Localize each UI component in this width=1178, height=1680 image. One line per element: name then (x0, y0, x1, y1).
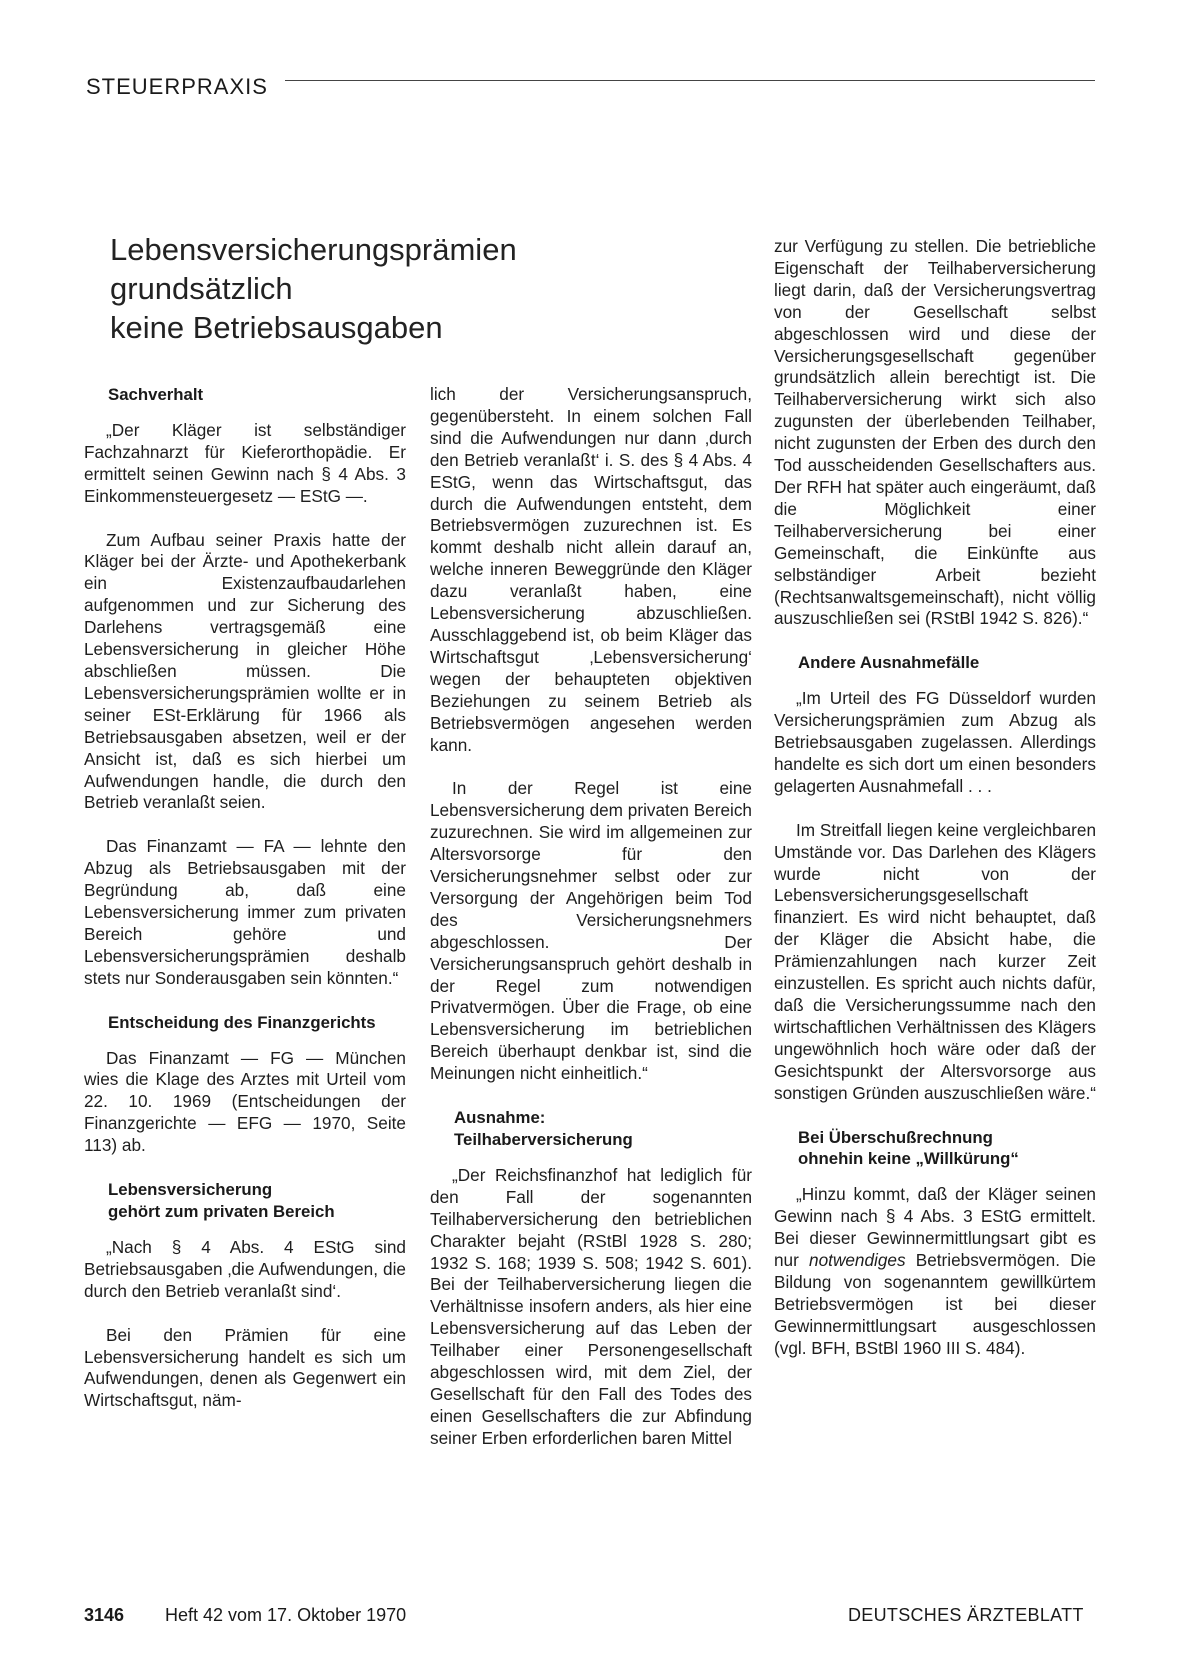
text-run: „Hinzu kommt, daß der Kläger seinen Gewinn nach § 4 Abs. 3 EStG ermittelt. Bei dieser Gewinnermittlungsart gibt es nur (774, 1184, 1096, 1271)
footer-journal-name: DEUTSCHES ÄRZTEBLATT (848, 1605, 1084, 1625)
column-3 (774, 236, 1096, 1360)
footer-page-number: 3146 (84, 1605, 125, 1625)
heading-line: ohnehin keine „Willkürung“ (798, 1149, 1019, 1169)
paragraph: lich der Versicherungsanspruch, gegenübersteht. In einem solchen Fall sind die Aufwendungen nur dann ‚durch den Betrieb veranlaßt‘ i. S. des § 4 Abs. 4 EStG, wenn das Wirtschaftsgut, das durch die Aufwendungen entsteht, dem Betriebsvermögen zuzurechnen ist. Es kommt deshalb nicht allein darauf an, welche inneren Beweggründe den Kläger dazu veranlaßt haben, eine Lebensversicherung abzuschließen. Ausschlaggebend ist, ob beim Kläger das Wirtschaftsgut ‚Lebensversicherung‘ wegen der behaupteten objektiven Beziehungen zu seinem Betrieb als Betriebsvermögen angesehen werden kann. (430, 384, 752, 755)
paragraph: „Im Urteil des FG Düsseldorf wurden Versicherungsprämien zum Abzug als Betriebsausgaben zugelassen. Allerdings handelte es sich dort um einen besonders gelagerten Ausnahmefall . . . (774, 688, 1096, 796)
section-heading (108, 1179, 406, 1223)
title-line: grundsätzlich (110, 271, 293, 306)
paragraph: Das Finanzamt — FA — lehnte den Abzug als Betriebsausgaben mit der Begründung ab, daß eine Lebensversicherung immer zum privaten Bereich gehöre und Lebensversicherungsprämien deshalb stets nur Sonderausgaben sein könnten.“ (84, 836, 406, 988)
paragraph: Im Streitfall liegen keine vergleichbaren Umstände vor. Das Darlehen des Klägers wurde nicht von der Lebensversicherungsgesellschaft finanziert. Es wird nicht behauptet, daß der Kläger die Absicht habe, die Prämienzahlungen nach kurzer Zeit einzustellen. Es spricht auch nichts dafür, daß die Versicherungssumme nach den wirtschaftlichen Verhältnissen des Klägers ungewöhnlich hoch wäre oder daß der Gesichtspunkt der Altersvorsorge aus sonstigen Gründen auszuschließen wäre.“ (774, 819, 1096, 1103)
column-1 (84, 384, 406, 1412)
header-section-label: STEUERPRAXIS (86, 74, 268, 99)
paragraph: „Nach § 4 Abs. 4 EStG sind Betriebsausgaben ‚die Aufwendungen, die durch den Betrieb veranlaßt sind‘. (84, 1236, 406, 1301)
section-heading: Entscheidung des Finanzgerichts (108, 1012, 376, 1032)
section-heading (454, 1107, 752, 1151)
heading-line: Teilhaberversicherung (454, 1130, 633, 1149)
heading-line: Lebensversicherung (108, 1180, 273, 1200)
paragraph (774, 1184, 1096, 1359)
column-2 (430, 384, 752, 1450)
paragraph: Zum Aufbau seiner Praxis hatte der Kläger bei der Ärzte- und Apothekerbank ein Existenzaufbaudarlehen aufgenommen und zur Sicherung des Darlehens vertragsgemäß eine Lebensversicherung in gleicher Höhe abschließen müssen. Die Lebensversicherungsprämien wollte er in seiner ESt-Erklärung für 1966 als Betriebsausgaben absetzen, weil er der Ansicht ist, daß es sich hierbei um Aufwendungen handle, die durch den Betrieb veranlaßt seien. (84, 529, 406, 813)
article-title (110, 230, 670, 347)
heading-line: gehört zum privaten Bereich (108, 1202, 335, 1221)
paragraph: Bei den Prämien für eine Lebensversicherung handelt es sich um Aufwendungen, denen als Gegenwert ein Wirtschaftsgut, näm- (84, 1324, 406, 1411)
header-rule (285, 80, 1095, 81)
paragraph: Das Finanzamt — FG — München wies die Klage des Arztes mit Urteil vom 22. 10. 1969 (Entscheidungen der Finanzgerichte — EFG — 1970, Seite 113) ab. (84, 1047, 406, 1156)
paragraph: „Der Reichsfinanzhof hat lediglich für den Fall der sogenannten Teilhaberversicherung den betrieblichen Charakter bejaht (RStBl 1928 S. 280; 1932 S. 168; 1939 S. 508; 1942 S. 601). Bei der Teilhaberversicherung liegen die Verhältnisse insofern anders, als hier eine Lebensversicherung auf das Leben der Teilhaber einer Personengesellschaft abgeschlossen wird, mit dem Ziel, der Gesellschaft für den Fall des Todes des einen Gesellschafters die zur Abfindung seiner Erben erforderlichen baren Mittel (430, 1164, 752, 1448)
emphasized-text: notwendiges (809, 1250, 906, 1271)
paragraph: „Der Kläger ist selbständiger Fachzahnarzt für Kieferorthopädie. Er ermittelt seinen Gewinn nach § 4 Abs. 3 Einkommensteuergesetz — EStG —. (84, 419, 406, 506)
section-heading: Sachverhalt (108, 385, 204, 404)
paragraph: In der Regel ist eine Lebensversicherung dem privaten Bereich zuzurechnen. Sie wird im allgemeinen zur Altersvorsorge für den Versicherungsnehmer selbst oder zur Versorgung der Angehörigen beim Tod des Versicherungsnehmers abgeschlossen. Der Versicherungsanspruch gehört deshalb in der Regel zum notwendigen Privatvermögen. Über die Frage, ob eine Lebensversicherung im betrieblichen Bereich überhaupt denkbar ist, sind die Meinungen nicht einheitlich.“ (430, 778, 752, 1084)
section-heading (798, 1127, 1096, 1171)
section-heading: Andere Ausnahmefälle (798, 653, 980, 673)
text-run: Betriebsvermögen. Die Bildung von sogenanntem gewillkürtem Betriebsvermögen ist bei dieser Gewinnermittlungsart ausgeschlossen (vgl. BFH, BStBl 1960 III S. 484). (774, 1250, 1096, 1358)
paragraph: zur Verfügung zu stellen. Die betriebliche Eigenschaft der Teilhaberversicherung liegt darin, daß der Versicherungsvertrag von der Gesellschaft selbst abgeschlossen wird und diese der Versicherungsgesellschaft gegenüber grundsätzlich allein berechtigt ist. Die Teilhaberversicherung wirkt sich also zugunsten der überlebenden Teilhaber, nicht zugunsten der Erben des durch den Tod ausscheidenden Gesellschafters aus. Der RFH hat später auch eingeräumt, daß die Möglichkeit einer Teilhaberversicherung bei einer Gemeinschaft, die Einkünfte aus selbständiger Arbeit bezieht (Rechtsanwaltsgemeinschaft), nicht völlig auszuschließen sei (RStBl 1942 S. 826).“ (774, 236, 1096, 629)
title-line: Lebensversicherungsprämien (110, 232, 517, 267)
heading-line: Bei Überschußrechnung (798, 1127, 993, 1147)
title-line: keine Betriebsausgaben (110, 310, 443, 345)
heading-line: Ausnahme: (454, 1108, 546, 1128)
footer-issue: Heft 42 vom 17. Oktober 1970 (165, 1605, 407, 1625)
